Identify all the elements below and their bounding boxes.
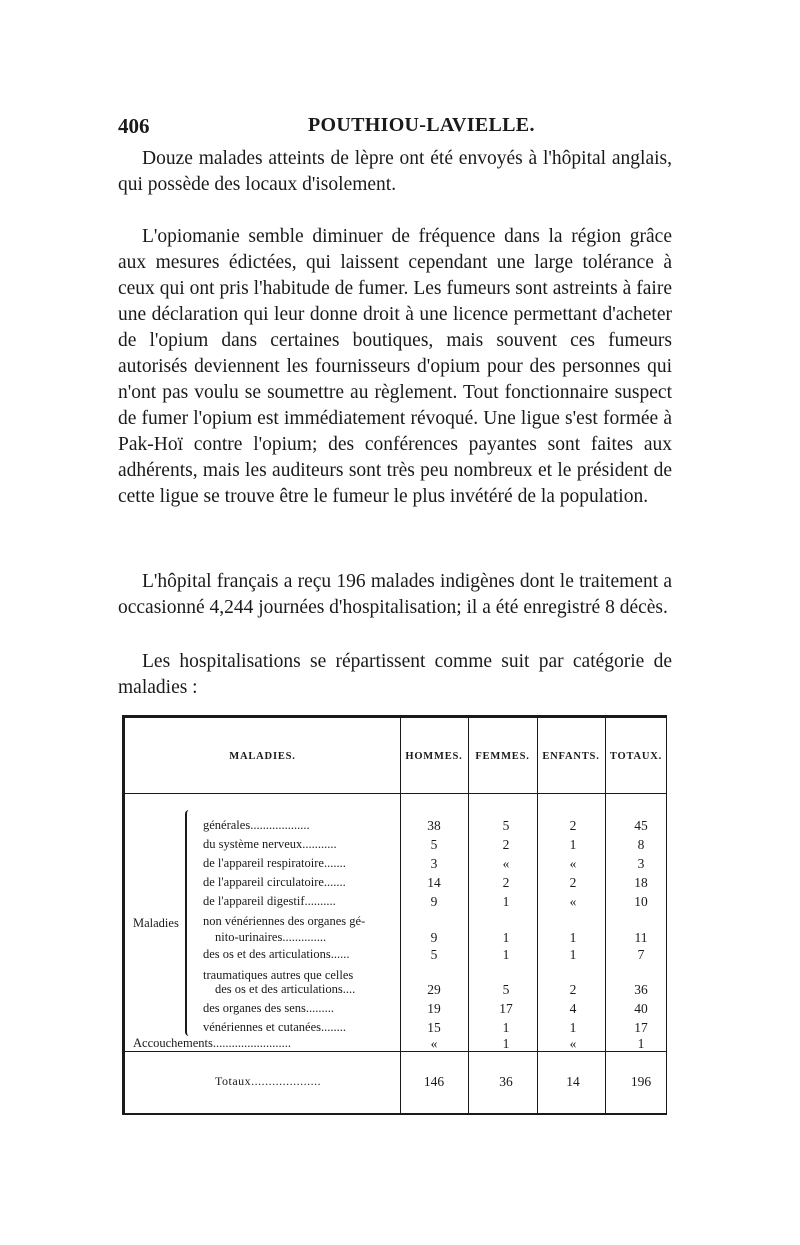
cell-enfants: 1 <box>569 837 577 852</box>
row-label: des os et des articulations...... <box>203 947 350 961</box>
table-row <box>125 894 666 914</box>
cell-hommes: 14 <box>427 875 441 890</box>
cell-totaux: 1 <box>637 1036 645 1051</box>
cell-enfants: 1 <box>569 947 577 962</box>
page-header <box>118 114 670 142</box>
cell-totaux: 8 <box>637 837 645 852</box>
table-row-accouchements <box>125 1036 666 1056</box>
cell-femmes: « <box>502 856 510 871</box>
row-label: non vénériennes des organes gé- <box>203 914 366 928</box>
row-label: de l'appareil digestif.......... <box>203 894 336 908</box>
cell-totaux: 40 <box>634 1001 648 1016</box>
paragraph-leprosy: Douze malades atteints de lèpre ont été envoyés à l'hôpital anglais, qui possède des locaux d'isolement. <box>118 148 672 195</box>
cell-femmes: 2 <box>502 875 510 890</box>
cell-enfants: 2 <box>569 818 577 833</box>
cell-femmes: 5 <box>502 818 510 833</box>
running-head: POUTHIOU-LAVIELLE. <box>308 114 535 136</box>
table-row <box>125 856 666 876</box>
paragraph-opiomania: L'opiomanie semble diminuer de fréquence dans la région grâce aux mesures édictées, qui laissent cependant une large tolérance à ceux qui ont pris l'habitude de fumer. Les fumeurs sont astreints à faire une déclaration qui leur donne droit à une licence permettant d'acheter de l'opium dans certaines boutiques, mais souvent ces fumeurs autorisés deviennent les fournisseurs d'opium pour des personnes qui n'ont pas voulu se soumettre au règlement. Tout fonctionnaire suspect de fumer l'opium est immédiatement révoqué. Une ligue s'est formée à Pak-Hoï contre l'opium; des conférences payantes sont faites aux adhérents, mais les auditeurs sont très peu nombreux et le président de cette ligue se trouve être le fumeur le plus invétéré de la population. <box>118 226 672 507</box>
cell-totaux: 17 <box>634 1020 648 1035</box>
cell-enfants: 1 <box>569 930 577 945</box>
cell-hommes: 29 <box>427 982 441 997</box>
cell-hommes: 5 <box>430 947 438 962</box>
table-row <box>125 837 666 857</box>
header-femmes: FEMMES. <box>475 751 530 762</box>
cell-hommes: « <box>430 1036 438 1051</box>
header-maladies: MALADIES. <box>229 751 296 762</box>
cell-femmes: 1 <box>502 894 510 909</box>
cell-hommes: 9 <box>430 894 438 909</box>
row-label: nito-urinaires.............. <box>215 930 327 944</box>
table-row <box>125 947 666 967</box>
cell-totaux: 18 <box>634 875 648 890</box>
page-number: 406 <box>118 114 150 138</box>
cell-totaux: 45 <box>634 818 648 833</box>
header-rule <box>125 793 666 794</box>
cell-hommes: 9 <box>430 930 438 945</box>
cell-enfants: 14 <box>566 1074 580 1089</box>
paragraph-hospital: L'hôpital français a reçu 196 malades indigènes dont le traitement a occasionné 4,244 journées d'hospitalisation; il a été enregistré 8 décès. <box>118 571 672 618</box>
cell-enfants: « <box>569 894 577 909</box>
cell-totaux: 10 <box>634 894 648 909</box>
cell-hommes: 15 <box>427 1020 441 1035</box>
row-label: de l'appareil respiratoire....... <box>203 856 346 870</box>
table-row <box>125 875 666 895</box>
totals-label: Totaux.................... <box>215 1074 322 1088</box>
row-label: traumatiques autres que celles <box>203 968 354 982</box>
header-hommes: HOMMES. <box>405 751 463 762</box>
cell-femmes: 1 <box>502 930 510 945</box>
row-label: de l'appareil circulatoire....... <box>203 875 346 889</box>
row-label: vénériennes et cutanées........ <box>203 1020 346 1034</box>
cell-enfants: « <box>569 1036 577 1051</box>
group-label-maladies: Maladies <box>133 916 179 930</box>
table-row <box>125 1001 666 1021</box>
cell-femmes: 1 <box>502 947 510 962</box>
hospitalisation-table <box>122 715 667 1115</box>
cell-femmes: 36 <box>499 1074 513 1089</box>
cell-enfants: 2 <box>569 875 577 890</box>
cell-totaux: 11 <box>634 930 648 945</box>
cell-femmes: 5 <box>502 982 510 997</box>
cell-femmes: 1 <box>502 1020 510 1035</box>
cell-totaux: 36 <box>634 982 648 997</box>
cell-hommes: 3 <box>430 856 438 871</box>
cell-hommes: 5 <box>430 837 438 852</box>
table-row <box>125 982 666 1002</box>
cell-femmes: 17 <box>499 1001 513 1016</box>
paragraph-table-intro: Les hospitalisations se répartissent comme suit par catégorie de maladies : <box>118 651 672 698</box>
cell-totaux: 3 <box>637 856 645 871</box>
cell-enfants: « <box>569 856 577 871</box>
row-label: des organes des sens......... <box>203 1001 334 1015</box>
cell-hommes: 19 <box>427 1001 441 1016</box>
row-label: Accouchements......................... <box>133 1036 291 1050</box>
cell-totaux: 196 <box>630 1074 652 1089</box>
table-row-totals <box>125 1074 666 1094</box>
row-label: du système nerveux........... <box>203 837 337 851</box>
cell-enfants: 2 <box>569 982 577 997</box>
table-row <box>125 818 666 838</box>
row-label: générales................... <box>203 818 310 832</box>
cell-hommes: 38 <box>427 818 441 833</box>
row-label: des os et des articulations.... <box>215 982 356 996</box>
cell-enfants: 4 <box>569 1001 577 1016</box>
header-enfants: ENFANTS. <box>542 751 600 762</box>
cell-enfants: 1 <box>569 1020 577 1035</box>
cell-femmes: 2 <box>502 837 510 852</box>
cell-hommes: 146 <box>423 1074 445 1089</box>
header-totaux: TOTAUX. <box>609 751 663 762</box>
cell-femmes: 1 <box>502 1036 510 1051</box>
cell-totaux: 7 <box>637 947 645 962</box>
